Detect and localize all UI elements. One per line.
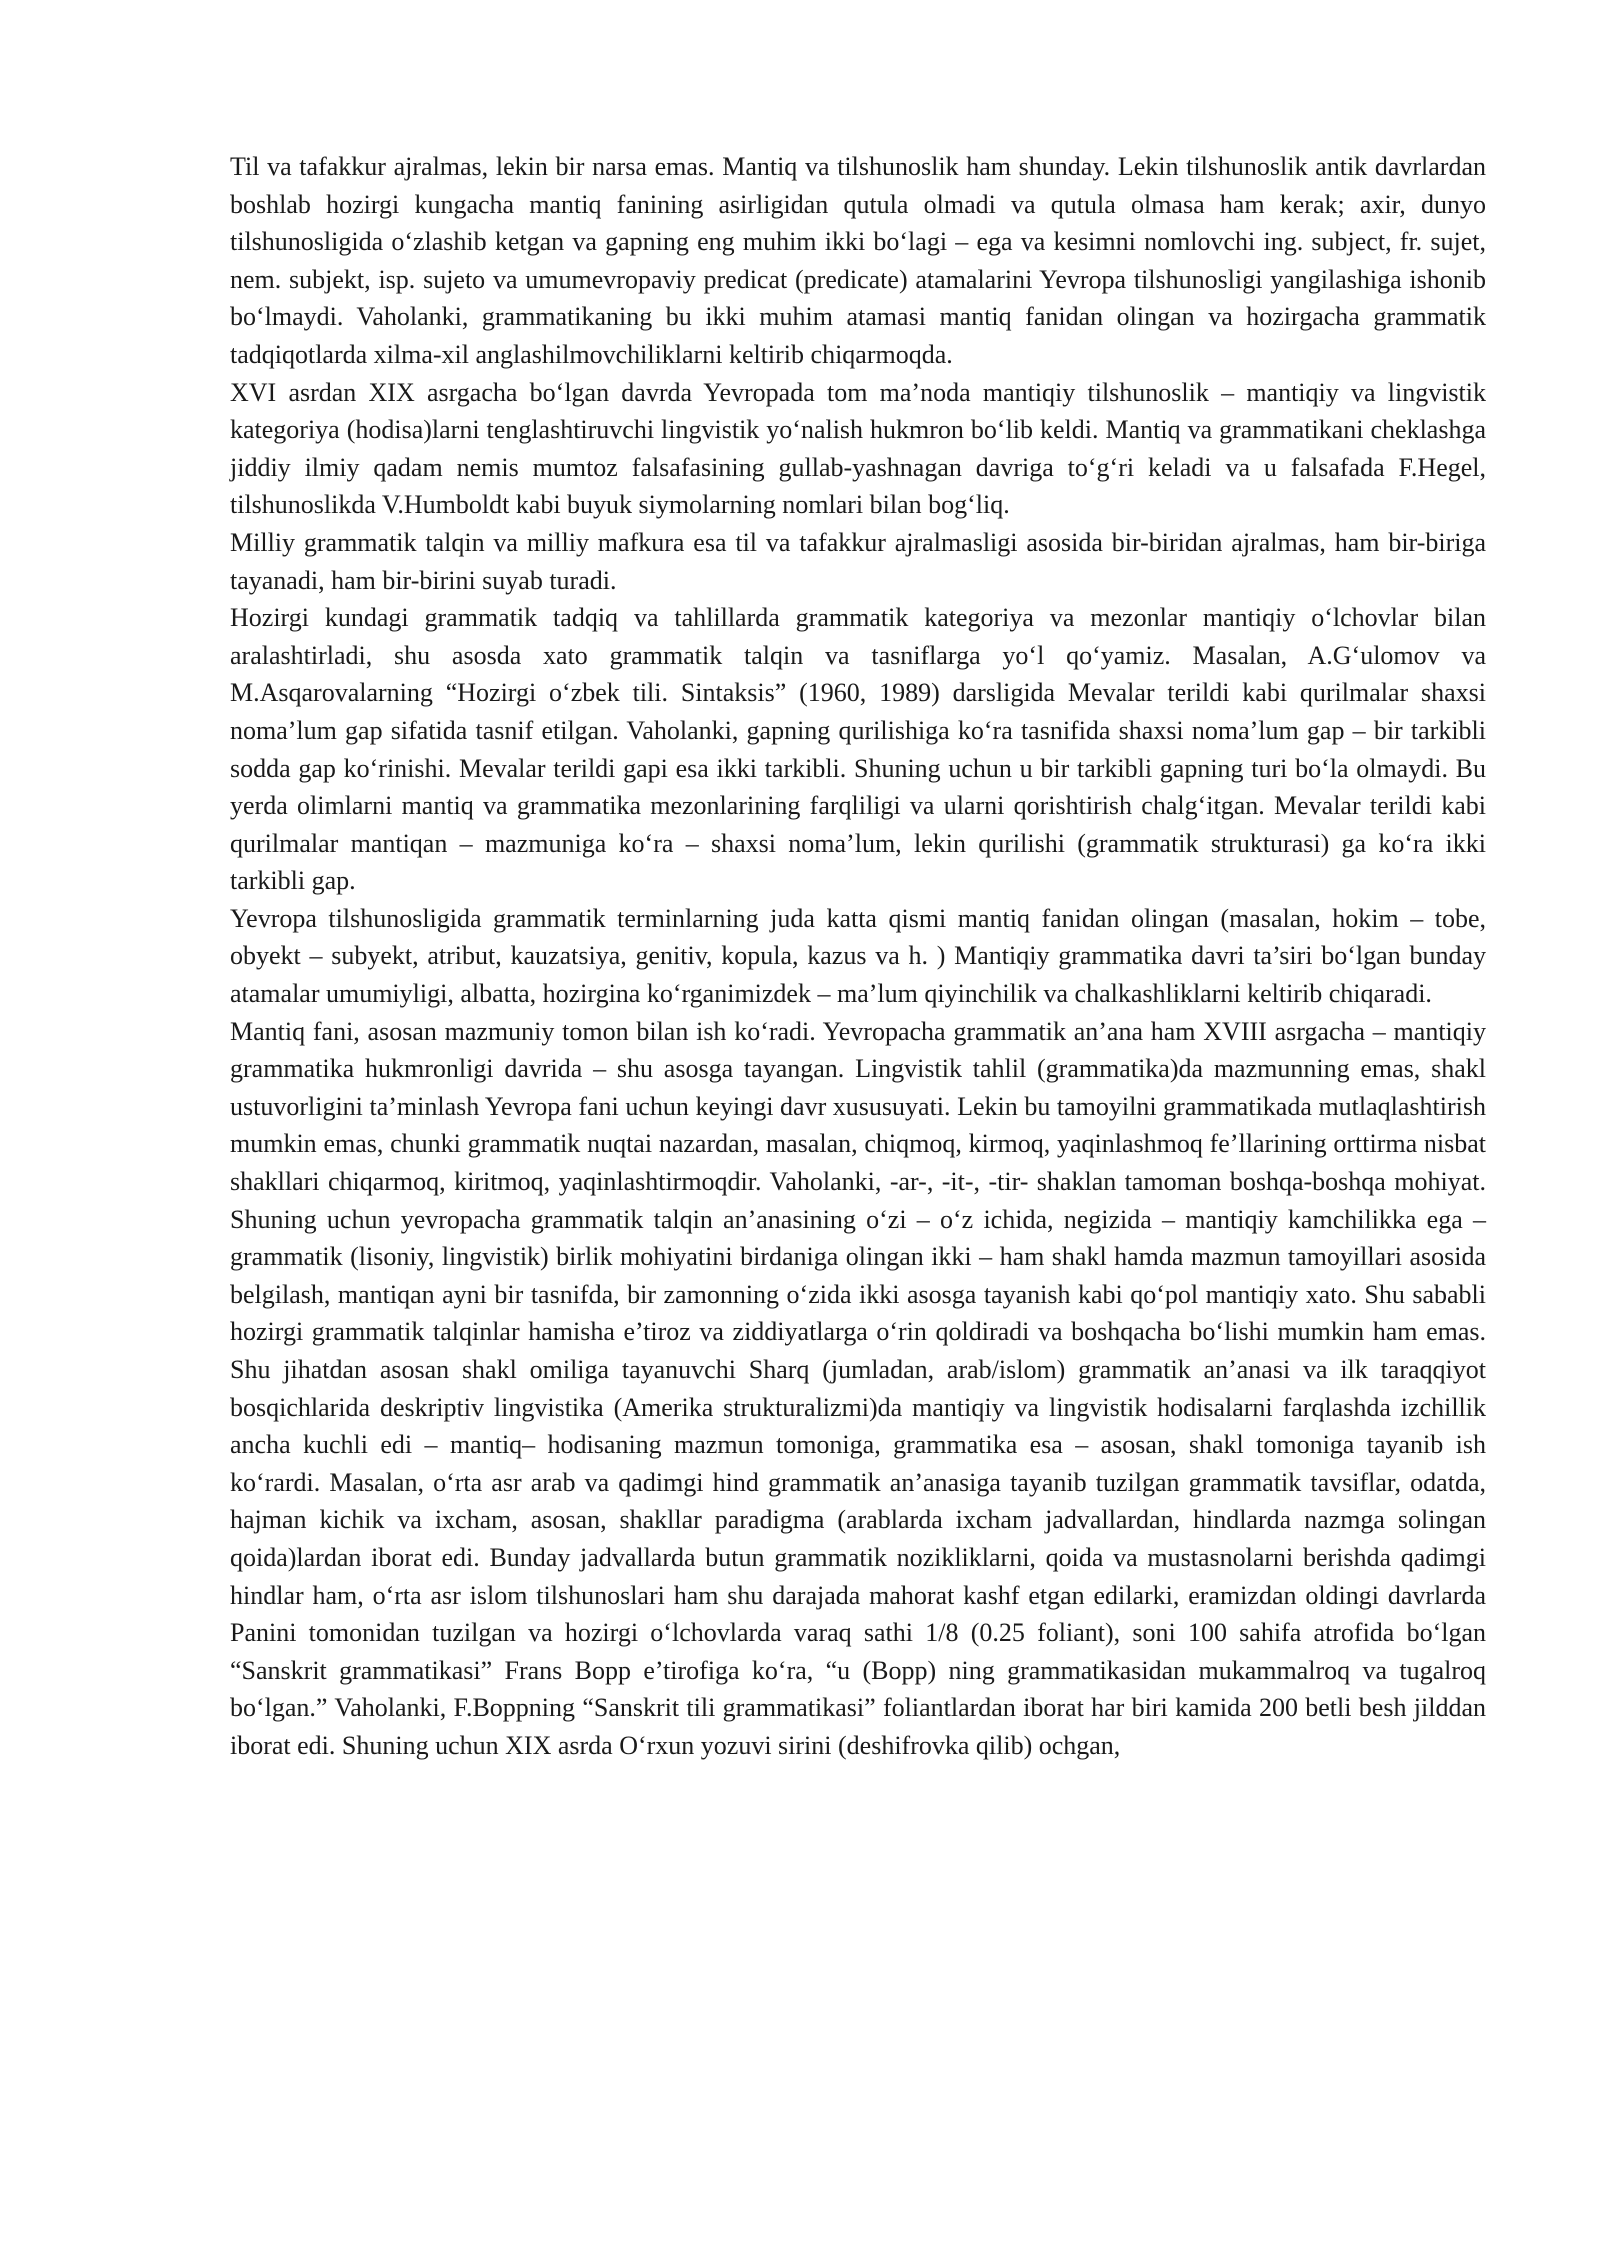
paragraph-mantiq-fani: Mantiq fani, asosan mazmuniy tomon bilan ish ko‘radi. Yevropacha grammatik an’ana ham XVIII asrgacha – mantiqiy grammatika hukmronligi davrida – shu asosga tayangan. Lingvistik tahlil (grammatika)da mazmunning emas, shakl ustuvorligini ta’minlash Yevropa fani uchun keyingi davr xususuyati. Lekin bu tamoyilni grammatikada mutlaqlashtirish mumkin emas, chunki grammatik nuqtai nazardan, masalan, chiqmoq, kirmoq, yaqinlashmoq fe’llarining orttirma nisbat shakllari chiqarmoq, kiritmoq, yaqinlashtirmoqdir. Vaholanki, -ar-, -it-, -tir- shaklan tamoman boshqa-boshqa mohiyat. Shuning uchun yevropacha grammatik talqin an’anasining o‘zi – o‘z ichida, negizida – mantiqiy kamchilikka ega – grammatik (lisoniy, lingvistik) birlik mohiyatini birdaniga olingan ikki – ham shakl hamda mazmun tamoyillari asosida belgilash, mantiqan ayni bir tasnifda, bir zamonning o‘zida ikki asosga tayanish kabi qo‘pol mantiqiy xato. Shu sababli hozirgi grammatik talqinlar hamisha e’tiroz va ziddiyatlarga o‘rin qoldiradi va boshqacha bo‘lishi mumkin ham emas. Shu jihatdan asosan shakl omiliga tayanuvchi Sharq (jumladan, arab/islom) grammatik an’anasi va ilk taraqqiyot bosqichlarida deskriptiv lingvistika (Amerika strukturalizmi)da mantiqiy va lingvistik hodisalarni farqlashda izchillik ancha kuchli edi – mantiq– hodisaning mazmun tomoniga, grammatika esa – asosan, shakl tomoniga tayanib ish ko‘rardi. Masalan, o‘rta asr arab va qadimgi hind grammatik an’anasiga tayanib tuzilgan grammatik tavsiflar, odatda, hajman kichik va ixcham, asosan, shakllar paradigma (arablarda ixcham jadvallardan, hindlarda nazmga solingan qoida)lardan iborat edi. Bunday jadvallarda butun grammatik nozikliklarni, qoida va mustasnolarni berishda qadimgi hindlar ham, o‘rta asr islom tilshunoslari ham shu darajada mahorat kashf etgan edilarki, eramizdan oldingi davrlarda Panini tomonidan tuzilgan va hozirgi o‘lchovlarda varaq sathi 1/8 (0.25 foliant), soni 100 sahifa atrofida bo‘lgan “Sanskrit grammatikasi” Frans Bopp e’tirofiga ko‘ra, “u (Bopp) ning grammatikasidan mukammalroq va tugalroq bo‘lgan.” Vaholanki, F.Boppning “Sanskrit tili grammatikasi” foliantlardan iborat har biri kamida 200 betli besh jilddan iborat edi. Shuning uchun XIX asrda O‘rxun yozuvi sirini (deshifrovka qilib) ochgan, xyxy=(230,1016,1486,1760)
paragraph-hozirgi-kundagi: Hozirgi kundagi grammatik tadqiq va tahlillarda grammatik kategoriya va mezonlar mantiqiy o‘lchovlar bilan aralashtirladi, shu asosda xato grammatik talqin va tasniflarga yo‘l qo‘yamiz. Masalan, A.G‘ulomov va M.Asqarovalarning “Hozirgi o‘zbek tili. Sintaksis” (1960, 1989) darsligida Mevalar terildi kabi qurilmalar shaxsi noma’lum gap sifatida tasnif etilgan. Vaholanki, gapning qurilishiga ko‘ra tasnifida shaxsi noma’lum gap – bir tarkibli sodda gap ko‘rinishi. Mevalar terildi gapi esa ikki tarkibli. Shuning uchun u bir tarkibli gapning turi bo‘la olmaydi. Bu yerda olimlarni mantiq va grammatika mezonlarining farqliligi va ularni qorishtirish chalg‘itgan. Mevalar terildi kabi qurilmalar mantiqan – mazmuniga ko‘ra – shaxsi noma’lum, lekin qurilishi (grammatik strukturasi) ga ko‘ra ikki tarkibli gap. xyxy=(230,603,1486,896)
paragraph-xvi-asrdan: XVI asrdan XIX asrgacha bo‘lgan davrda Yevropada tom ma’noda mantiqiy tilshunoslik – mantiqiy va lingvistik kategoriya (hodisa)larni tenglashtiruvchi lingvistik yo‘nalish hukmron bo‘lib keldi. Mantiq va grammatikani cheklashga jiddiy ilmiy qadam nemis mumtoz falsafasining gullab-yashnagan davriga to‘g‘ri keladi va u falsafada F.Hegel, tilshunoslikda V.Humboldt kabi buyuk siymolarning nomlari bilan bog‘liq. xyxy=(230,377,1486,520)
document-page xyxy=(230,148,1486,1765)
paragraph-milliy-grammatik: Milliy grammatik talqin va milliy mafkura esa til va tafakkur ajralmasligi asosida bir-biridan ajralmas, ham bir-biriga tayanadi, ham bir-birini suyab turadi. xyxy=(230,527,1486,595)
paragraph-yevropa-tilshunosligida: Yevropa tilshunosligida grammatik terminlarning juda katta qismi mantiq fanidan olingan (masalan, hokim – tobe, obyekt – subyekt, atribut, kauzatsiya, genitiv, kopula, kazus va h. ) Mantiqiy grammatika davri ta’siri bo‘lgan bunday atamalar umumiyligi, albatta, hozirgina ko‘rganimizdek – ma’lum qiyinchilik va chalkashliklarni keltirib chiqaradi. xyxy=(230,903,1486,1009)
paragraph-til-va-tafakkur: Til va tafakkur ajralmas, lekin bir narsa emas. Mantiq va tilshunoslik ham shunday. Lekin tilshunoslik antik davrlardan boshlab hozirgi kungacha mantiq fanining asirligidan qutula olmadi va qutula olmasa ham kerak; axir, dunyo tilshunosligida o‘zlashib ketgan va gapning eng muhim ikki bo‘lagi – ega va kesimni nomlovchi ing. subject, fr. sujet, nem. subjekt, isp. sujeto va umumevropaviy predicat (predicate) atamalarini Yevropa tilshunosligi yangilashiga ishonib bo‘lmaydi. Vaholanki, grammatikaning bu ikki muhim atamasi mantiq fanidan olingan va hozirgacha grammatik tadqiqotlarda xilma-xil anglashilmovchiliklarni keltirib chiqarmoqda. xyxy=(230,152,1486,369)
